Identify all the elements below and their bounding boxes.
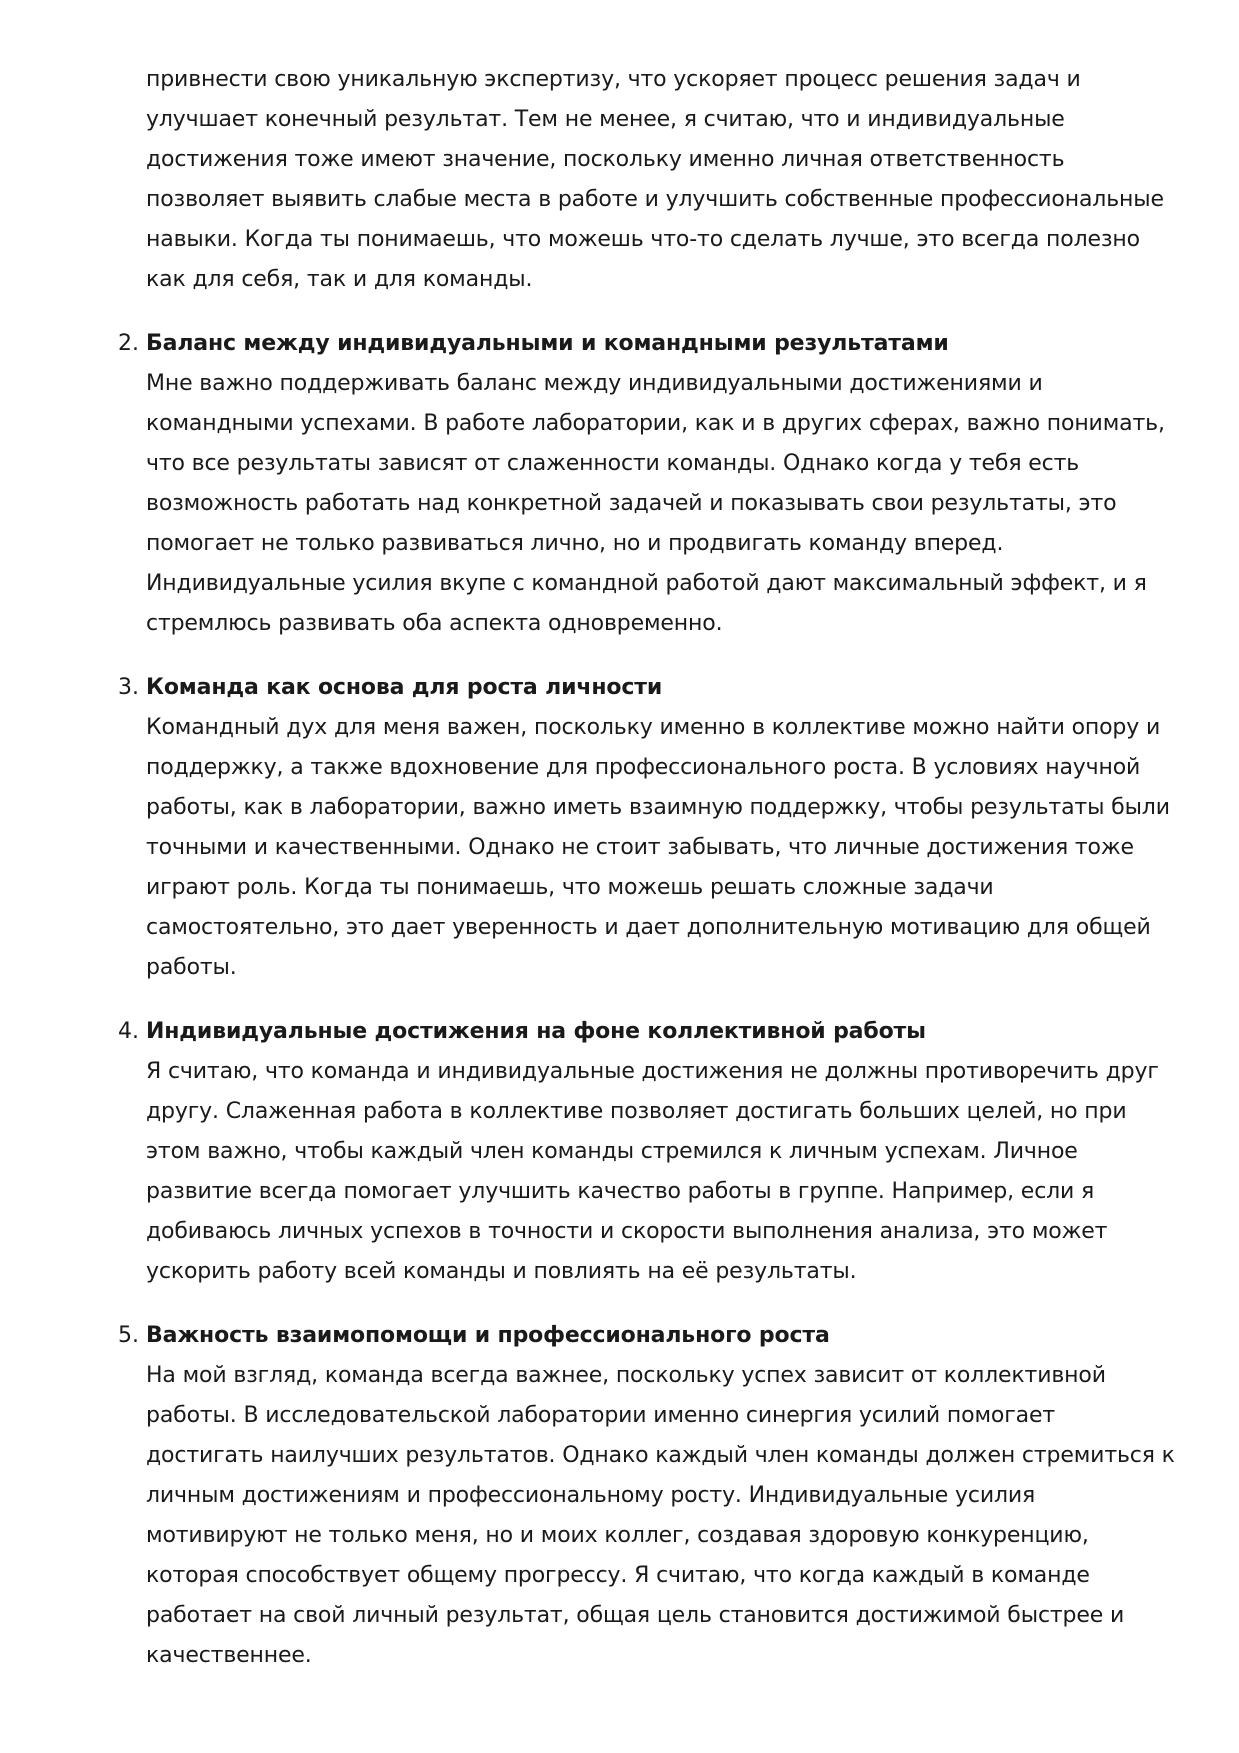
list-item-number: 3. xyxy=(118,675,139,700)
document-page xyxy=(118,60,1176,1700)
list-item-heading: Индивидуальные достижения на фоне коллективной работы xyxy=(146,1019,926,1044)
list-item-text: На мой взгляд, команда всегда важнее, поскольку успех зависит от коллективной работы. В исследовательской лаборатории именно синергия усилий помогает достигать наилучших результатов. Однако каждый член команды должен стремиться к личным достижениям и профессиональному росту. Индивидуальные усилия мотивируют не только меня, но и моих коллег, создавая здоровую конкуренцию, которая способствует общему прогрессу. Я считаю, что когда каждый в команде работает на свой личный результат, общая цель становится достижимой быстрее и качественнее. xyxy=(146,1363,1175,1668)
numbered-list xyxy=(118,324,1176,1676)
list-item-number: 5. xyxy=(118,1323,139,1348)
list-item-heading: Важность взаимопомощи и профессионального роста xyxy=(146,1323,830,1348)
list-item xyxy=(118,324,1176,644)
list-item-number: 2. xyxy=(118,331,139,356)
list-item-text: Я считаю, что команда и индивидуальные достижения не должны противоречить друг другу. Слаженная работа в коллективе позволяет достигать больших целей, но при этом важно, чтобы каждый член команды стремился к личным успехам. Личное развитие всегда помогает улучшить качество работы в группе. Например, если я добиваюсь личных успехов в точности и скорости выполнения анализа, это может ускорить работу всей команды и повлиять на её результаты. xyxy=(146,1059,1159,1284)
list-item-heading: Баланс между индивидуальными и командными результатами xyxy=(146,331,949,356)
list-item-text: Командный дух для меня важен, поскольку именно в коллективе можно найти опору и поддержку, а также вдохновение для профессионального роста. В условиях научной работы, как в лаборатории, важно иметь взаимную поддержку, чтобы результаты были точными и качественными. Однако не стоит забывать, что личные достижения тоже играют роль. Когда ты понимаешь, что можешь решать сложные задачи самостоятельно, это дает уверенность и дает дополнительную мотивацию для общей работы. xyxy=(146,715,1170,980)
list-item-text: Мне важно поддерживать баланс между индивидуальными достижениями и командными успехами. В работе лаборатории, как и в других сферах, важно понимать, что все результаты зависят от слаженности команды. Однако когда у тебя есть возможность работать над конкретной задачей и показывать свои результаты, это помогает не только развиваться лично, но и продвигать команду вперед. Индивидуальные усилия вкупе с командной работой дают максимальный эффект, и я стремлюсь развивать оба аспекта одновременно. xyxy=(146,371,1165,636)
list-item xyxy=(118,1012,1176,1292)
list-item xyxy=(118,668,1176,988)
list-item xyxy=(118,1316,1176,1676)
list-item-heading: Команда как основа для роста личности xyxy=(146,675,663,700)
list-item-number: 4. xyxy=(118,1019,139,1044)
intro-paragraph: привнести свою уникальную экспертизу, что ускоряет процесс решения задач и улучшает конечный результат. Тем не менее, я считаю, что и индивидуальные достижения тоже имеют значение, поскольку именно личная ответственность позволяет выявить слабые места в работе и улучшить собственные профессиональные навыки. Когда ты понимаешь, что можешь что-то сделать лучше, это всегда полезно как для себя, так и для команды. xyxy=(146,67,1164,292)
